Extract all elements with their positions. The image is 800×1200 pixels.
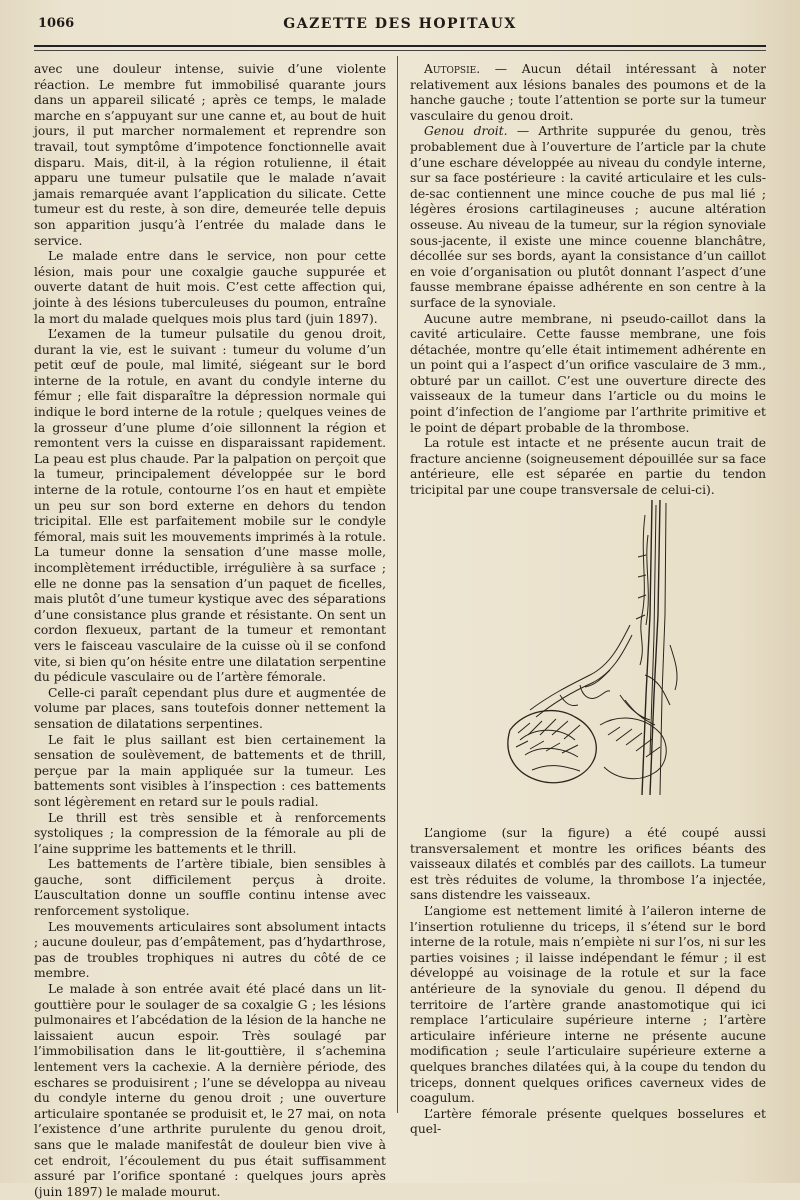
- genou-label: Genou droit.: [424, 124, 508, 139]
- knee-engraving: [470, 495, 710, 815]
- page-number: 1066: [38, 16, 75, 31]
- left-column: [34, 62, 386, 1200]
- right-column-bottom: [410, 826, 766, 1138]
- autopsie-paragraph: [410, 62, 766, 124]
- genou-paragraph: [410, 124, 766, 311]
- header-rule-thin: [34, 50, 766, 51]
- autopsie-text: — Aucun détail intéressant à noter relativement aux lésions banales des poumons et de la hanche gauche ; toute l’attention se porte sur la tumeur vasculaire du genou droit.: [410, 62, 766, 123]
- autopsie-label: Autopsie.: [424, 62, 481, 76]
- paragraph: Le malade entre dans le service, non pour cette lésion, mais pour une coxalgie gauche suppurée et ouverte datant de huit mois. C’est cette affection qui, jointe à des lésions tuberculeuses du poumon, entraîne la mort du malade quelques mois plus tard (juin 1897).: [34, 249, 386, 326]
- paragraph: Le fait le plus saillant est bien certainement la sensation de soulèvement, de battements et de thrill, perçue par la main appliquée sur la tumeur. Les battements sont visibles à l’inspection : ces battements sont légèrement en retard sur le pouls radial.: [34, 732, 386, 809]
- paragraph: L’examen de la tumeur pulsatile du genou droit, durant la vie, est le suivant : tumeur du volume d’un petit œuf de poule, mal limité, siégeant sur le bord interne de la rotule, en avant du condyle interne du fémur ; elle fait disparaître la dépression normale qui indique le bord interne de la rotule ; quelques veines de la grosseur d’une plume d’oie sillonnent la région et remontent vers la cuisse en disparaissant rapidement. La peau est plus chaude. Par la palpation on perçoit que la tumeur, principalement développée sur le bord interne de la rotule, contourne l’os en haut et empiète un peu sur son bord externe en dehors du tendon tricipital. Elle est parfaitement mobile sur le condyle fémoral, mais suit les mouvements imprimés à la rotule. La tumeur donne la sensation d’une masse molle, incomplètement irréductible, irrégulière à sa surface ; elle ne donne pas la sensation d’un paquet de ficelles, mais plutôt d’une tumeur kystique avec des séparations d’une consistance plus grande et résistante. On sent un cordon flexueux, partant de la tumeur et remontant vers le faisceau vasculaire de la cuisse où il se confond vite, si bien qu’on hésite entre une dilatation serpentine du pédicule vasculaire ou de l’artère fémorale.: [34, 327, 386, 685]
- paragraph: L’artère fémorale présente quelques bosselures et quel-: [410, 1106, 766, 1137]
- right-column-top: [410, 62, 766, 499]
- paragraph: La rotule est intacte et ne présente aucun trait de fracture ancienne (soigneusement dépouillée sur sa face antérieure, elle est séparée en partie du tendon tricipital par une coupe transversale de celui-ci).: [410, 436, 766, 498]
- page-header: [34, 16, 766, 36]
- column-divider: [397, 56, 398, 1113]
- paragraph: Celle-ci paraît cependant plus dure et augmentée de volume par places, sans toutefois donner nettement la sensation de dilatations serpentines.: [34, 685, 386, 731]
- paragraph: Le thrill est très sensible et à renforcements systoliques ; la compression de la fémorale au pli de l’aine supprime les battements et le thrill.: [34, 810, 386, 856]
- paragraph: Le malade à son entrée avait été placé dans un lit-gouttière pour le soulager de sa coxalgie G ; les lésions pulmonaires et l’abcédation de la lésion de la hanche ne laissaient aucun espoir. Très soulagé par l’immobilisation dans le lit-gouttière, il s’achemina lentement vers la cachexie. A la dernière période, des eschares se produisirent ; l’une se développa au niveau du condyle interne du genou droit ; une ouverture articulaire spontanée se produisit et, le 27 mai, on nota l’existence d’une arthrite purulente du genou droit, sans que le malade manifestât de douleur bien vive à cet endroit, l’écoulement du pus était suffisamment assuré par l’orifice spontané : quelques jours après (juin 1897) le malade mourut.: [34, 982, 386, 1199]
- paragraph: L’angiome (sur la figure) a été coupé aussi transversalement et montre les orifices béants des vaisseaux dilatés et comblés par des caillots. La tumeur est très réduites de volume, la thrombose l’a injectée, sans distendre les vaisseaux.: [410, 826, 766, 903]
- paragraph: Les mouvements articulaires sont absolument intacts ; aucune douleur, pas d’empâtement, pas d’hydarthrose, pas de troubles trophiques ni autres du côté de ce membre.: [34, 919, 386, 981]
- genou-text: — Arthrite suppurée du genou, très probablement due à l’ouverture de l’article par la chute d’une eschare développée au niveau du condyle interne, sur sa face postérieure : la cavité articulaire et les culs-de-sac contiennent une mince couche de pus mal lié ; légères érosions cartilagineuses ; aucune altération osseuse. Au niveau de la tumeur, sur la région synoviale sous-jacente, il existe une mince couenne blanchâtre, décollée sur ses bords, ayant la consistance d’un caillot en voie d’organisation ou plutôt donnant l’aspect d’une fausse membrane épaisse adhérente en son centre à la surface de la synoviale.: [410, 124, 766, 310]
- journal-title: GAZETTE DES HOPITAUX: [283, 16, 517, 32]
- paragraph: avec une douleur intense, suivie d’une violente réaction. Le membre fut immobilisé quarante jours dans un appareil silicaté ; après ce temps, le malade marche en s’appuyant sur une canne et, au bout de huit jours, il put marcher normalement et reprendre son travail, tout symptôme d’impotence fonctionnelle avait disparu. Mais, dit-il, à la région rotulienne, il était apparu une tumeur pulsatile que le malade n’avait jamais remarquée avant l’application du silicate. Cette tumeur est du reste, à son dire, demeurée telle depuis son apparition jusqu’à l’entrée du malade dans le service.: [34, 62, 386, 248]
- angioma-illustration: [470, 495, 710, 815]
- paragraph: Les battements de l’artère tibiale, bien sensibles à gauche, sont difficilement perçus à droite. L’auscultation donne un souffle continu intense avec renforcement systolique.: [34, 857, 386, 919]
- paragraph: Aucune autre membrane, ni pseudo-caillot dans la cavité articulaire. Cette fausse membrane, une fois détachée, montre qu’elle était intimement adhérente en un point qui a l’aspect d’un orifice vasculaire de 3 mm., obturé par un caillot. C’est une ouverture directe des vaisseaux de la tumeur dans l’article ou du moins le point d’infection de l’angiome par l’arthrite primitive et le point de départ probable de la thrombose.: [410, 311, 766, 435]
- paragraph: L’angiome est nettement limité à l’aileron interne de l’insertion rotulienne du triceps, il s’étend sur le bord interne de la rotule, mais n’empiète ni sur l’os, ni sur les parties voisines ; il laisse indépendant le fémur ; il est développé au voisinage de la rotule et sur la face antérieure de la synoviale du genou. Il dépend du territoire de l’artère grande anastomotique qui ici remplace l’articulaire supérieure interne ; l’artère articulaire inférieure interne ne présente aucune modification ; seule l’articulaire supérieure externe a quelques branches dilatées qui, à la coupe du tendon du triceps, donnent quelques orifices caverneux vides de coagulum.: [410, 903, 766, 1106]
- header-rule: [34, 45, 766, 47]
